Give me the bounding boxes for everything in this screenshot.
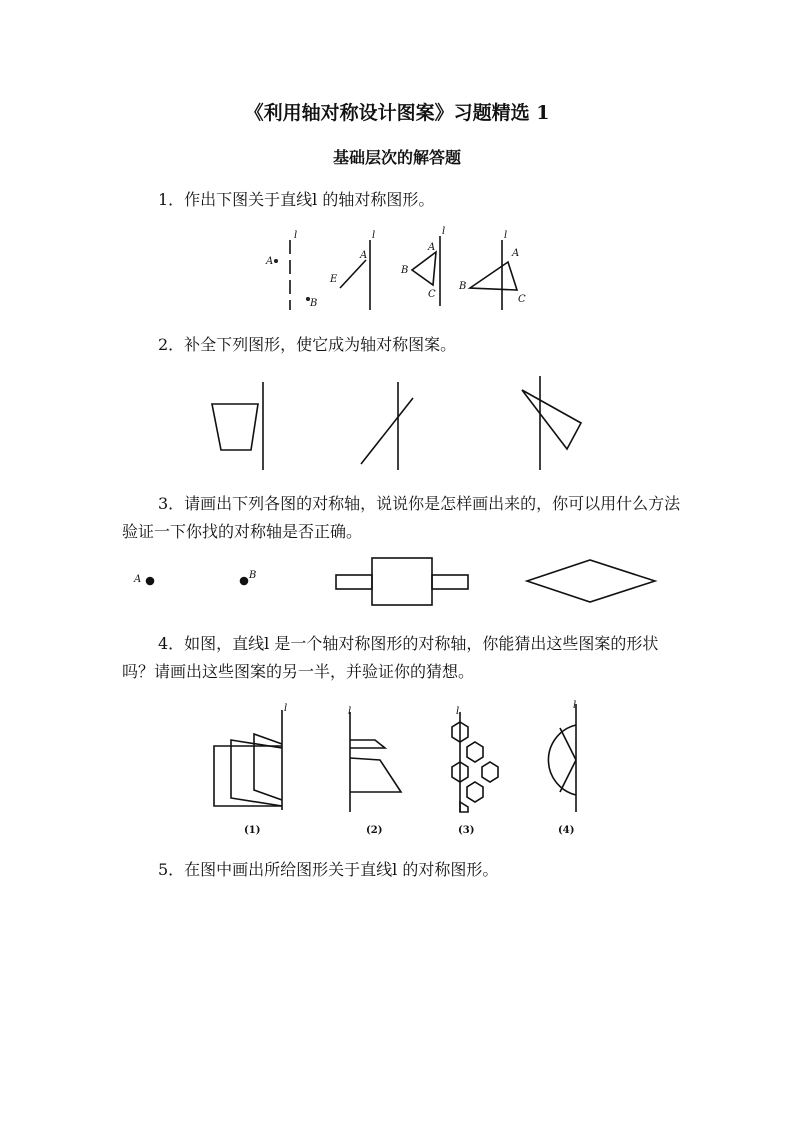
q1c-label-b: B [401, 265, 409, 276]
q4-3-label-l: l [456, 706, 460, 717]
q4-figure-3 [452, 706, 498, 812]
q4-4-semicircle [548, 725, 576, 795]
q1d-label-b: B [459, 281, 467, 292]
q4-2-handle [350, 740, 385, 748]
question-4: 4．如图，直线l 是一个轴对称图形的对称轴，你能猜出这些图案的形状吗？请画出这些图案的另一半，并验证你的猜想。 [122, 634, 659, 681]
q1b-label-a: A [360, 250, 368, 261]
q4-caption-2: (2) [366, 825, 383, 836]
q3-label-b: B [249, 570, 257, 581]
q1c-label-a: A [428, 242, 436, 253]
q1b-label-e: E [330, 274, 338, 285]
q4-caption-3: (3) [458, 825, 475, 836]
q1a-label-b: B [310, 298, 318, 309]
q1c-label-l: l [442, 226, 446, 237]
q4-1-page-mid [231, 740, 282, 806]
q1a-label-a: A [266, 256, 274, 267]
q4-4-chord-1 [560, 728, 576, 760]
q4-caption-4: (4) [558, 825, 575, 836]
q4-3-hex-4 [467, 782, 483, 802]
q4-figure-2 [348, 706, 401, 812]
q4-3-hex-5 [460, 802, 468, 812]
q4-caption-1: (1) [244, 825, 261, 836]
question-5: 5．在图中画出所给图形关于直线l 的对称图形。 [158, 860, 499, 879]
q4-figure-1 [214, 703, 287, 810]
q4-2-label-l: l [348, 706, 352, 717]
q1d-label-l: l [504, 230, 508, 241]
q4-4-label-l: l [573, 700, 577, 711]
page-title: 《利用轴对称设计图案》习题精选 1 [244, 102, 550, 124]
q4-3-hex-6 [482, 762, 498, 782]
question-1: 1．作出下图关于直线l 的轴对称图形。 [158, 190, 435, 209]
q1c-label-c: C [428, 289, 436, 300]
section-subtitle: 基础层次的解答题 [332, 148, 461, 167]
q4-figure-4 [548, 700, 576, 812]
q4-4-chord-2 [560, 760, 576, 792]
q1a-label-l: l [294, 230, 298, 241]
q1b-label-l: l [372, 230, 376, 241]
q4-2-base [350, 758, 401, 792]
q1d-label-a: A [512, 248, 520, 259]
q4-1-label-l: l [284, 703, 288, 714]
q4-3-hex-2 [467, 742, 483, 762]
question-2: 2．补全下列图形，使它成为轴对称图案。 [158, 335, 457, 354]
question-3: 3．请画出下列各图的对称轴，说说你是怎样画出来的，你可以用什么方法验证一下你找的对称轴是否正确。 [122, 494, 681, 541]
q3-label-a: A [134, 574, 142, 585]
q1d-label-c: C [518, 294, 526, 305]
